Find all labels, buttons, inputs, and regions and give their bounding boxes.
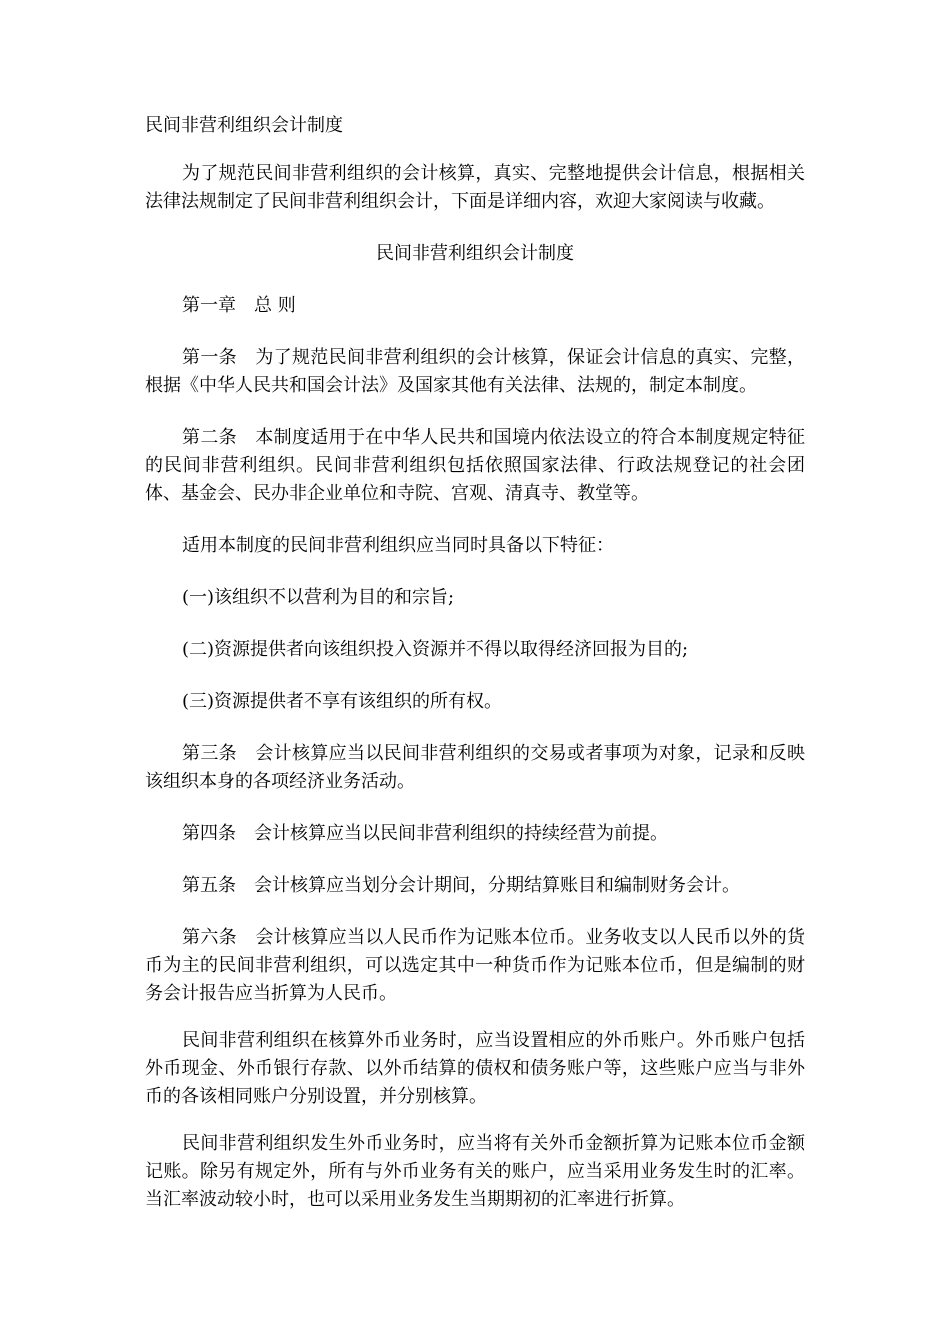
feature-item-1: (一)该组织不以营利为目的和宗旨; <box>182 587 455 608</box>
features-intro: 适用本制度的民间非营利组织应当同时具备以下特征： <box>182 535 614 556</box>
article-5: 第五条 会计核算应当划分会计期间，分期结算账目和编制财务会计。 <box>182 875 740 896</box>
document-center-title: 民间非营利组织会计制度 <box>376 243 574 264</box>
intro-paragraph: 为了规范民间非营利组织的会计核算，真实、完整地提供会计信息，根据相关法律法规制定了民间非营利组织会计，下面是详细内容，欢迎大家阅读与收藏。 <box>145 163 805 212</box>
article-3: 第三条 会计核算应当以民间非营利组织的交易或者事项为对象，记录和反映该组织本身的各项经济业务活动。 <box>145 743 805 792</box>
article-6: 第六条 会计核算应当以人民币作为记账本位币。业务收支以人民币以外的货币为主的民间非营利组织，可以选定其中一种货币作为记账本位币，但是编制的财务会计报告应当折算为人民币。 <box>145 927 805 1004</box>
feature-item-2: (二)资源提供者向该组织投入资源并不得以取得经济回报为目的; <box>182 639 689 660</box>
article-4: 第四条 会计核算应当以民间非营利组织的持续经营为前提。 <box>182 823 668 844</box>
chapter-heading: 第一章 总 则 <box>182 295 296 316</box>
article-1: 第一条 为了规范民间非营利组织的会计核算，保证会计信息的真实、完整，根据《中华人民共和国会计法》及国家其他有关法律、法规的，制定本制度。 <box>145 347 805 396</box>
document-header-title: 民间非营利组织会计制度 <box>145 115 343 136</box>
foreign-currency-conversion: 民间非营利组织发生外币业务时，应当将有关外币金额折算为记账本位币金额记账。除另有规定外，所有与外币业务有关的账户，应当采用业务发生时的汇率。当汇率波动较小时，也可以采用业务发生当期期初的汇率进行折算。 <box>145 1133 805 1210</box>
article-2: 第二条 本制度适用于在中华人民共和国境内依法设立的符合本制度规定特征的民间非营利组织。民间非营利组织包括依照国家法律、行政法规登记的社会团体、基金会、民办非企业单位和寺院、宫观、清真寺、教堂等。 <box>145 427 805 504</box>
foreign-currency-accounts: 民间非营利组织在核算外币业务时，应当设置相应的外币账户。外币账户包括外币现金、外币银行存款、以外币结算的债权和债务账户等，这些账户应当与非外币的各该相同账户分别设置，并分别核算。 <box>145 1030 805 1107</box>
feature-item-3: (三)资源提供者不享有该组织的所有权。 <box>182 691 503 712</box>
document-page <box>145 112 805 1214</box>
